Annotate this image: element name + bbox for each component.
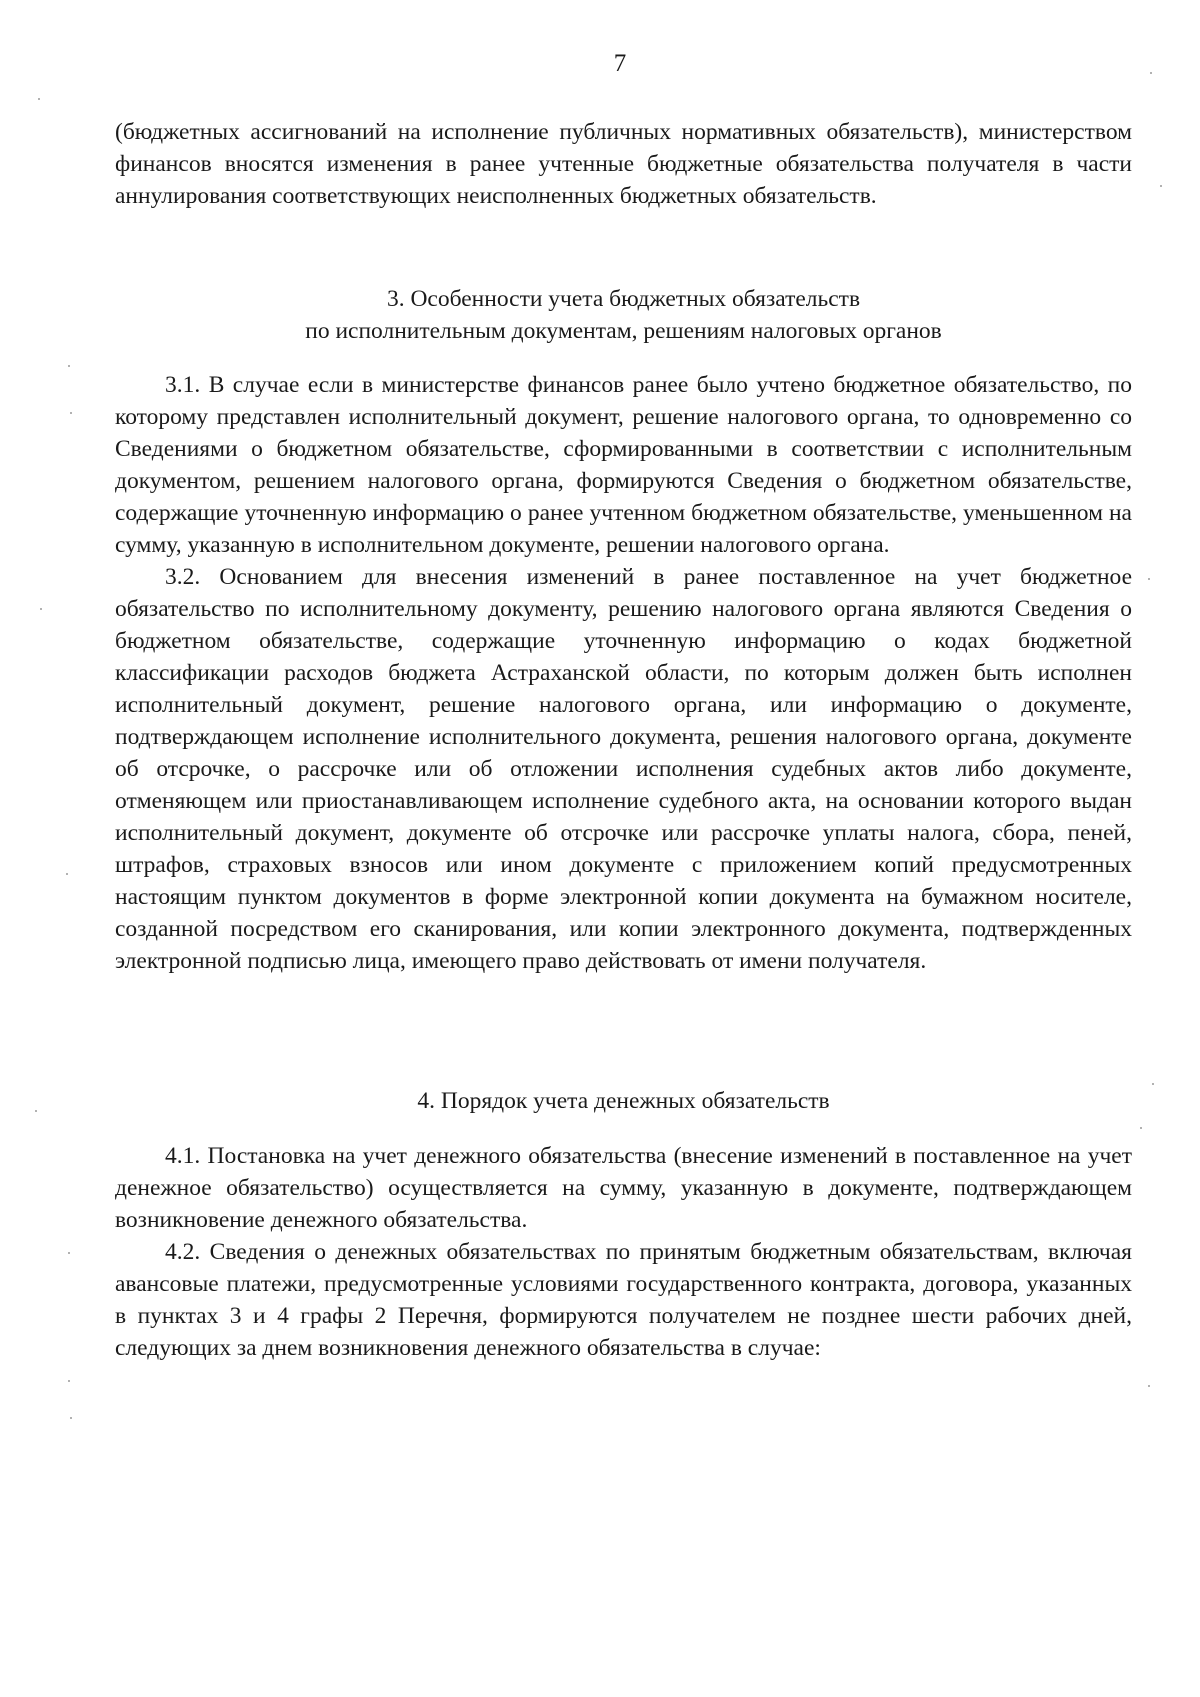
scan-speck	[40, 608, 42, 610]
scan-speck	[66, 873, 68, 875]
paragraph-4-2: 4.2. Сведения о денежных обязательствах по принятым бюджетным обязательствам, включая авансовые платежи, предусмотренные условиями государственного контракта, договора, указанных в пунктах 3 и 4 графы 2 Перечня, формируются получателем не позднее шести рабочих дней, следующих за днем возникновения денежного обязательства в случае:	[115, 1239, 1132, 1361]
page-number: 7	[613, 50, 627, 77]
scan-speck	[70, 412, 72, 414]
section-3-body	[115, 369, 1132, 977]
scan-speck	[1140, 1127, 1142, 1129]
scan-speck	[1148, 1385, 1150, 1387]
intro-block	[115, 116, 1132, 212]
scan-speck	[35, 1110, 37, 1112]
section-4-body	[115, 1140, 1132, 1364]
section-4-heading: 4. Порядок учета денежных обязательств	[417, 1088, 830, 1114]
section-3-heading-line-2: по исполнительным документам, решениям налоговых органов	[305, 318, 942, 344]
scan-speck	[1150, 72, 1152, 74]
section-3-heading-line-1: 3. Особенности учета бюджетных обязательств	[386, 286, 861, 312]
scan-speck	[1148, 578, 1150, 580]
paragraph-4-1: 4.1. Постановка на учет денежного обязательства (внесение изменений в поставленное на учет денежное обязательство) осуществляется на сумму, указанную в документе, подтверждающем возникновение денежного обязательства.	[115, 1143, 1132, 1233]
scan-speck	[70, 1417, 72, 1419]
scan-speck	[1160, 185, 1162, 187]
scan-speck	[68, 1380, 70, 1382]
intro-paragraph: (бюджетных ассигнований на исполнение публичных нормативных обязательств), министерством финансов вносятся изменения в ранее учтенные бюджетные обязательства получателя в части аннулирования соответствующих неисполненных бюджетных обязательств.	[115, 119, 1132, 209]
section-4-heading-block	[115, 1085, 1132, 1117]
scan-speck	[1152, 1083, 1154, 1085]
paragraph-3-2: 3.2. Основанием для внесения изменений в ранее поставленное на учет бюджетное обязательство по исполнительному документу, решению налогового органа являются Сведения о бюджетном обязательстве, содержащие уточненную информацию о кодах бюджетной классификации расходов бюджета Астраханской области, по которым должен быть исполнен исполнительный документ, решение налогового органа, или информацию о документе, подтверждающем исполнение исполнительного документа, решения налогового органа, документе об отсрочке, о рассрочке или об отложении исполнения судебных актов либо документе, отменяющем или приостанавливающем исполнение судебного акта, на основании которого выдан исполнительный документ, документе об отсрочке или рассрочке уплаты налога, сбора, пеней, штрафов, страховых взносов или ином документе с приложением копий предусмотренных настоящим пунктом документов в форме электронной копии документа на бумажном носителе, созданной посредством его сканирования, или копии электронного документа, подтвержденных электронной подписью лица, имеющего право действовать от имени получателя.	[115, 564, 1132, 974]
scan-speck	[68, 1252, 70, 1254]
scan-speck	[38, 98, 40, 100]
paragraph-3-1: 3.1. В случае если в министерстве финансов ранее было учтено бюджетное обязательство, по которому представлен исполнительный документ, решение налогового органа, то одновременно со Сведениями о бюджетном обязательстве, сформированными в соответствии с исполнительным документом, решением налогового органа, формируются Сведения о бюджетном обязательстве, содержащие уточненную информацию о ранее учтенном бюджетном обязательстве, уменьшенном на сумму, указанную в исполнительном документе, решении налогового органа.	[115, 372, 1132, 558]
scan-speck	[68, 365, 70, 367]
section-3-heading	[115, 283, 1132, 347]
